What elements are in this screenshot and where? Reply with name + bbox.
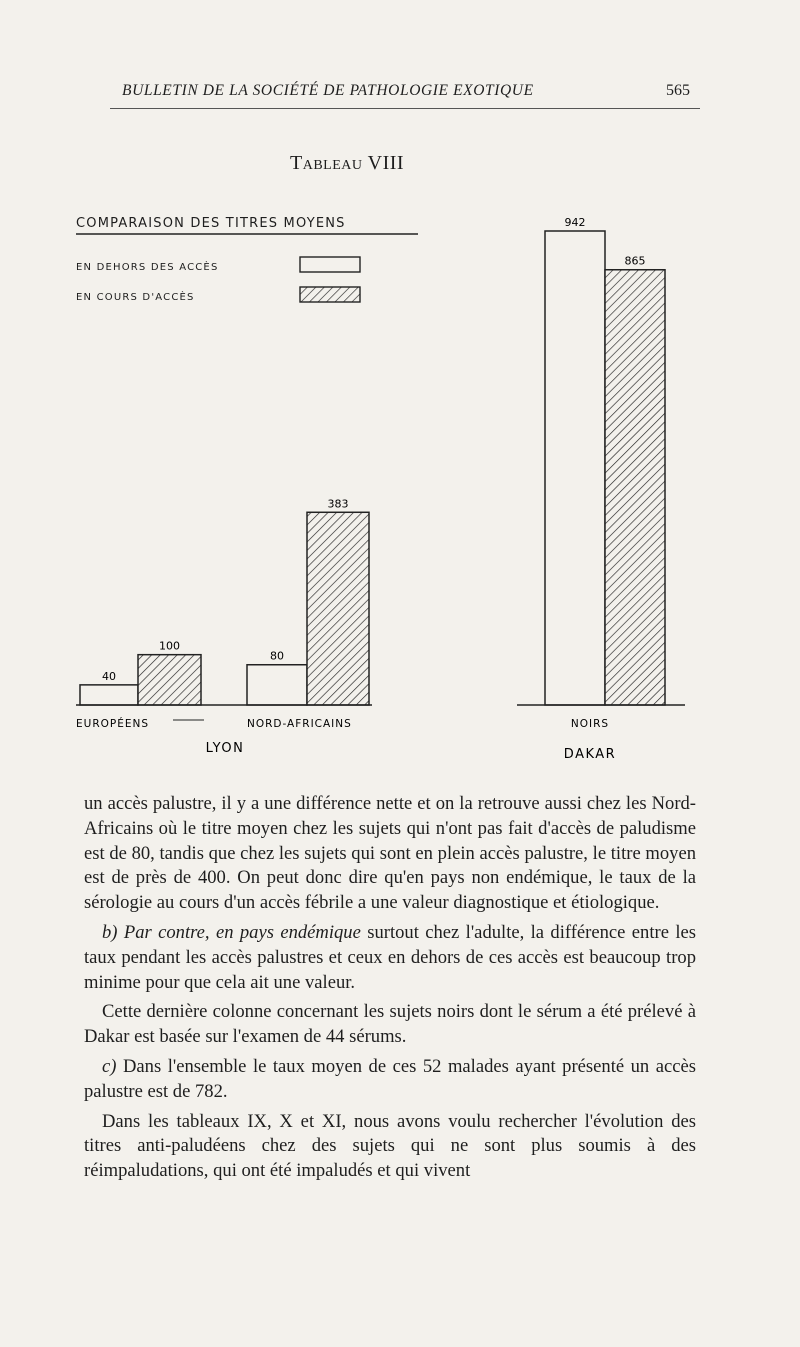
table-title: Tableau VIII [290,152,405,174]
category-label-1: NORD-AFRICAINS [247,718,352,730]
paragraph-2-lead: b) Par contre, en pays endémique [102,921,361,943]
legend-label-plain: EN DEHORS DES ACCÈS [76,262,219,273]
legend-swatch-plain [300,257,360,272]
paragraph-4-rest: Dans l'ensemble le taux moyen de ces 52 malades ayant présenté un accès palustre est de 782. [84,1055,696,1102]
legend-label-hatched: EN COURS D'ACCÈS [76,292,195,303]
category-label-0: EUROPÉENS [76,718,149,730]
bar-hatched-2 [605,270,665,705]
paragraph-4-lead: c) [102,1055,117,1077]
group-label-0: LYON [205,741,245,756]
bar-plain-2 [545,231,605,705]
paragraph-1: un accès palustre, il y a une différence nette et on la retrouve aussi chez les Nord-Africains où le titre moyen chez les sujets qui n'ont pas fait d'accès de paludisme est de 80, tandis que chez les sujets qui sont en plein accès palustre, le titre moyen est de près de 400. On peut donc dire qu'en pays non endémique, le taux de la sérologie au cours d'un accès fébrile a une valeur diagnostique et étiologique. [84,793,696,914]
bars-group [76,216,685,762]
category-label-2: NOIRS [570,718,610,730]
legend-swatch-hatched [300,287,360,302]
bar-hatched-0 [138,655,201,705]
bar-value-label-plain-2: 942 [564,216,586,229]
bar-plain-0 [80,685,138,705]
paragraph-4 [84,1055,696,1105]
group-label-1: DAKAR [563,747,617,762]
chart-heading: COMPARAISON DES TITRES MOYENS [76,216,346,231]
page-number: 565 [666,82,690,99]
bar-value-label-plain-1: 80 [270,649,284,663]
bar-value-label-hatched-1: 383 [327,497,349,511]
bar-hatched-1 [307,512,369,705]
paragraph-2-rest: surtout chez l'adulte, la différence entre les taux pendant les accès palustres et ceux en dehors de ces accès est beaucoup trop minime pour que cela ait une valeur. [84,921,696,993]
bar-plain-1 [247,665,307,705]
bar-value-label-hatched-0: 100 [159,639,180,653]
paragraph-5: Dans les tableaux IX, X et XI, nous avons voulu rechercher l'évolution des titres anti-paludéens chez des sujets qui ne sont plus soumis à des réimpaludations, qui ont été impaludés et qui vivent [84,1110,696,1182]
body-text [84,792,696,1184]
paragraph-2 [84,921,696,995]
bar-value-label-plain-0: 40 [102,669,116,683]
running-header: BULLETIN DE LA SOCIÉTÉ DE PATHOLOGIE EXOTIQUE [122,82,534,99]
paragraph-3: Cette dernière colonne concernant les sujets noirs dont le sérum a été prélevé à Dakar est basée sur l'examen de 44 sérums. [84,1001,696,1048]
bar-value-label-hatched-2: 865 [624,254,646,268]
